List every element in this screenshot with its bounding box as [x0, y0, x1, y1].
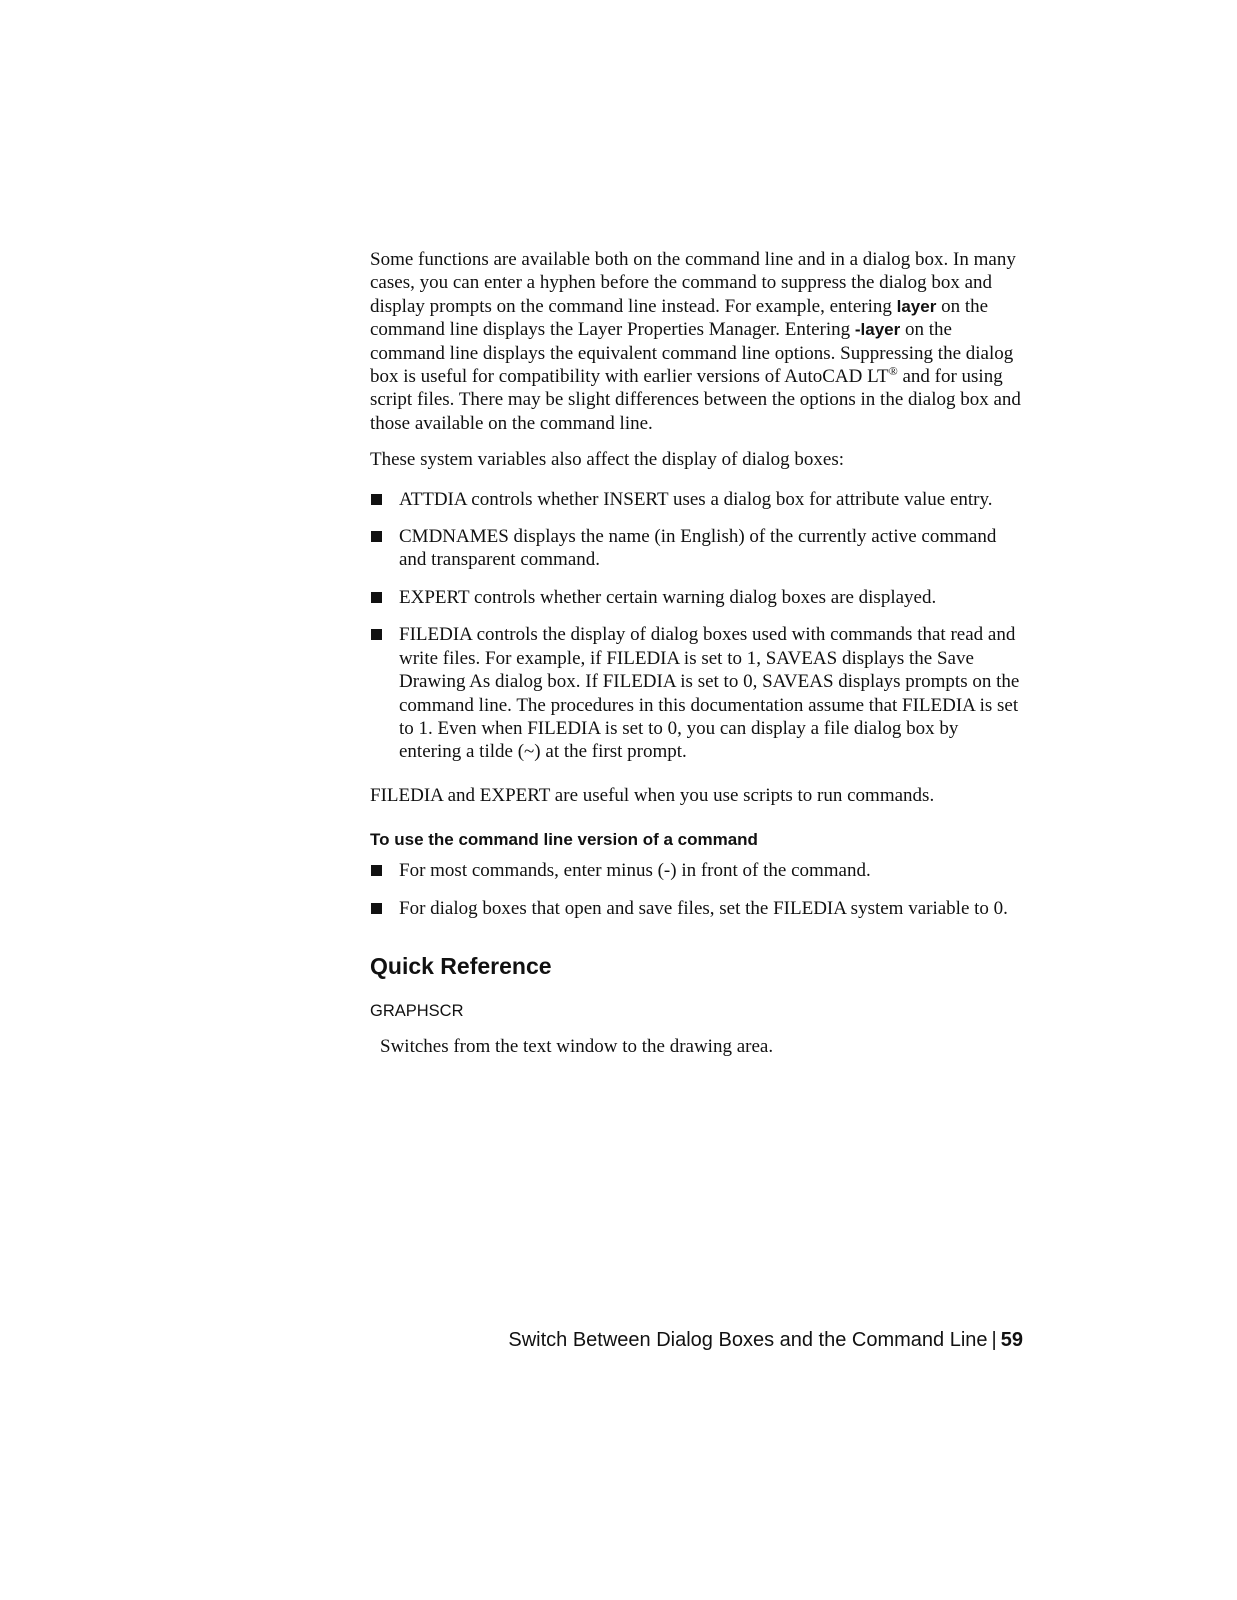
intro-text-2: on the command line displays the Layer Properties Manager. Entering	[370, 295, 989, 341]
list-item-text: FILEDIA controls the display of dialog boxes used with commands that read and write files. For example, if FILEDIA is set to 1, SAVEAS displays the Save Drawing As dialog box. If FILEDIA is set to 0, SAVEAS displays prompts on the command line. The procedures in this documentation assume that FILEDIA is set to 1. Even when FILEDIA is set to 0, you can display a file dialog box by entering a tilde (~) at the first prompt.	[399, 624, 1020, 763]
quick-reference-description: Switches from the text window to the drawing area.	[380, 1035, 774, 1057]
square-bullet-icon	[371, 903, 382, 914]
procedure-heading: To use the command line version of a command	[370, 830, 758, 850]
quick-reference-heading: Quick Reference	[370, 952, 552, 979]
intro-paragraph	[370, 248, 1022, 435]
square-bullet-icon	[371, 494, 382, 505]
footer-separator: |	[991, 1329, 997, 1351]
list-item	[370, 623, 1022, 763]
list-item	[370, 586, 1022, 609]
footer-title: Switch Between Dialog Boxes and the Command Line	[508, 1329, 988, 1351]
square-bullet-icon	[371, 865, 382, 876]
quick-reference-command: GRAPHSCR	[370, 1001, 464, 1020]
intro-text-4: and for using script files. There may be slight differences between the options in the dialog box and those available on the command line.	[370, 366, 1021, 434]
list-item	[370, 859, 1022, 882]
list-item	[370, 488, 1022, 511]
list-item-text: CMDNAMES displays the name (in English) of the currently active command and transparent command.	[399, 526, 997, 571]
command-dash-layer: -layer	[854, 320, 901, 340]
list-item	[370, 525, 1022, 572]
scripts-note: FILEDIA and EXPERT are useful when you use scripts to run commands.	[370, 784, 935, 806]
page-footer	[508, 1327, 1023, 1353]
list-item-text: For dialog boxes that open and save files, set the FILEDIA system variable to 0.	[399, 897, 1008, 919]
list-item-text: For most commands, enter minus (-) in front of the command.	[399, 860, 871, 882]
square-bullet-icon	[371, 629, 382, 640]
list-item-text: ATTDIA controls whether INSERT uses a dialog box for attribute value entry.	[399, 488, 993, 510]
sysvars-lead: These system variables also affect the display of dialog boxes:	[370, 449, 844, 471]
registered-mark: ®	[888, 364, 898, 379]
intro-text-3: on the command line displays the equivalent command line options. Suppressing the dialog box is useful for compatibility with earlier versions of AutoCAD LT	[370, 319, 1014, 388]
procedure-steps	[370, 859, 1022, 920]
square-bullet-icon	[371, 592, 382, 603]
page-number: 59	[1000, 1329, 1023, 1351]
square-bullet-icon	[371, 531, 382, 542]
sysvars-list	[370, 488, 1022, 764]
list-item	[370, 897, 1022, 920]
command-layer: layer	[896, 296, 937, 316]
list-item-text: EXPERT controls whether certain warning dialog boxes are displayed.	[399, 586, 937, 608]
main-content	[370, 248, 1022, 1058]
intro-text-1: Some functions are available both on the command line and in a dialog box. In many cases, you can enter a hyphen before the command to suppress the dialog box and display prompts on the command line instead. For example, entering	[370, 249, 1016, 317]
